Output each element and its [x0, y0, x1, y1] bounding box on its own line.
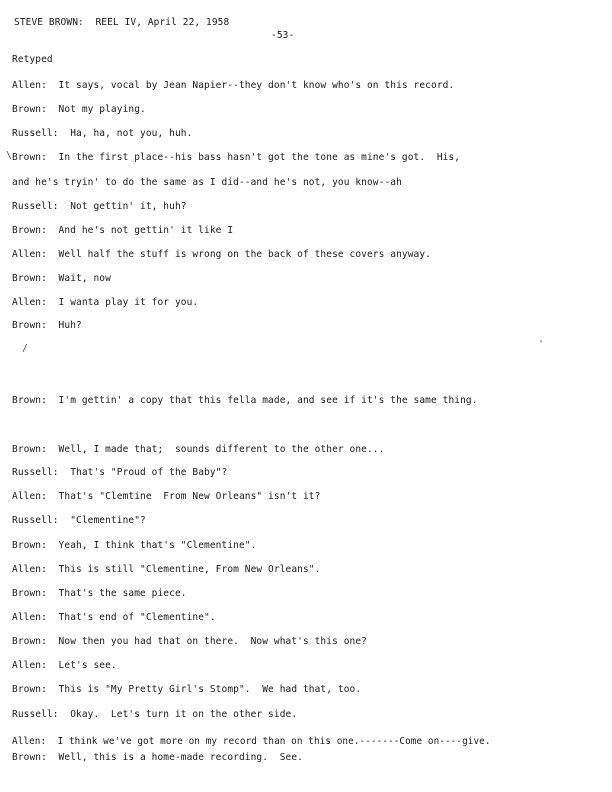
transcript-line: Brown: Huh? [12, 320, 82, 331]
transcript-line: Allen: Well half the stuff is wrong on the back of these covers anyway. [12, 249, 432, 260]
transcript-line: Brown: Yeah, I think that's "Clementine". [12, 540, 257, 551]
transcript-line: Allen: It says, vocal by Jean Napier--they don't know who's on this record. [12, 80, 455, 91]
transcript-line: Brown: Wait, now [12, 273, 111, 284]
retyped-note: Retyped [12, 54, 53, 65]
page-number: -53- [271, 30, 295, 41]
transcript-line: Russell: Not gettin' it, huh? [12, 201, 187, 212]
transcript-line: Brown: This is "My Pretty Girl's Stomp". We had that, too. [12, 684, 362, 695]
transcript-line: Russell: That's "Proud of the Baby"? [12, 467, 228, 478]
transcript-line: Brown: Now then you had that on there. Now what's this one? [12, 636, 367, 647]
transcript-line: Allen: This is still "Clementine, From New Orleans". [12, 564, 321, 575]
transcript-line: Brown: Well, this is a home-made recording. See. [12, 752, 303, 763]
transcript-line: Allen: Let's see. [12, 660, 117, 671]
transcript-line: Russell: "Clementine"? [12, 515, 146, 526]
transcript-line: Allen: I wanta play it for you. [12, 297, 199, 308]
transcript-line: Brown: Not my playing. [12, 104, 146, 115]
transcript-line: Brown: Well, I made that; sounds different to the other one... [12, 444, 385, 455]
transcript-line: Allen: That's end of "Clementine". [12, 612, 216, 623]
transcript-line: Allen: That's "Clemtine From New Orleans" isn't it? [12, 491, 321, 502]
transcript-line: Brown: In the first place--his bass hasn't got the tone as mine's got. His, [12, 152, 461, 163]
margin-mark: \ [6, 150, 13, 161]
margin-mark: ' [538, 339, 545, 350]
transcript-line: Russell: Okay. Let's turn it on the other side. [12, 709, 298, 720]
transcript-line: and he's tryin' to do the same as I did--and he's not, you know--ah [12, 177, 402, 188]
transcript-line: Brown: And he's not gettin' it like I [12, 225, 234, 236]
transcript-line: Russell: Ha, ha, not you, huh. [12, 128, 193, 139]
transcript-line: Allen: I think we've got more on my record than on this one.-------Come on----give. [12, 736, 491, 747]
transcript-line: Brown: That's the same piece. [12, 588, 187, 599]
margin-mark: / [22, 343, 29, 354]
header-title: STEVE BROWN: REEL IV, April 22, 1958 [14, 17, 230, 28]
transcript-line: Brown: I'm gettin' a copy that this fella made, and see if it's the same thing. [12, 395, 478, 406]
